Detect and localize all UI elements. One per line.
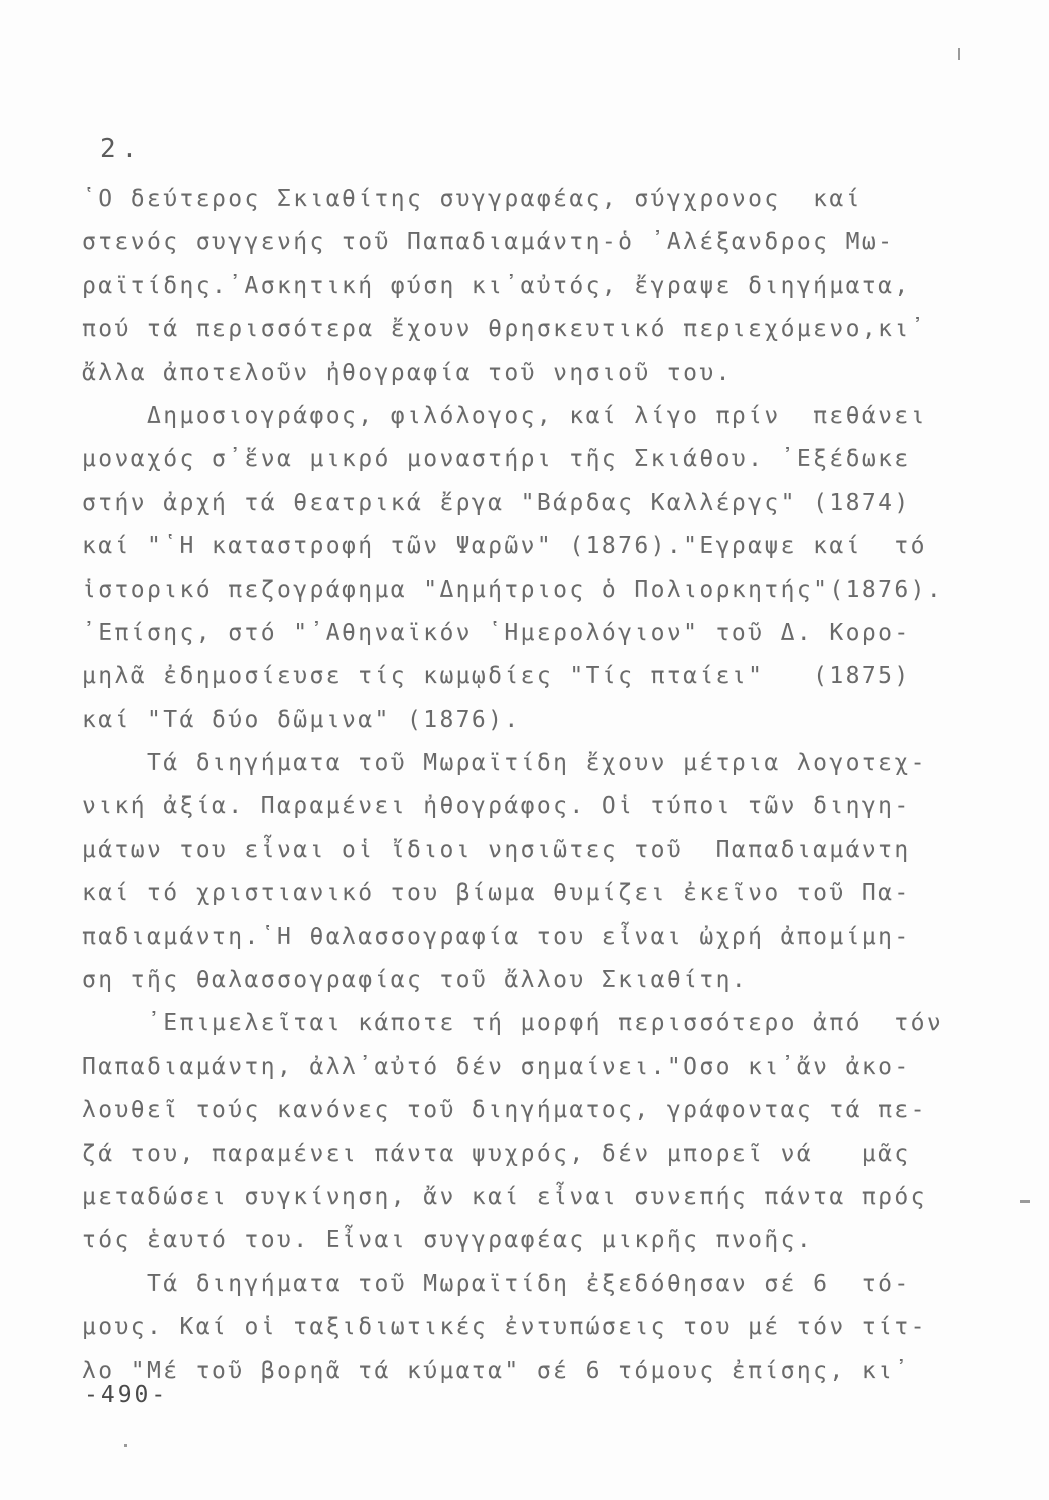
text-line: λουθεῖ τούς κανόνες τοῦ διηγήματος, γράφοντας τά πε-	[82, 1097, 927, 1124]
text-line: ῾Ο δεύτερος Σκιαθίτης συγγραφέας, σύγχρονος καί	[82, 186, 862, 212]
text-line: πού τά περισσότερα ἔχουν θρησκευτικό περιεχόμενο,κι᾿	[82, 316, 927, 343]
text-line: μεταδώσει συγκίνηση, ἄν καί εἶναι συνεπής πάντα πρός	[82, 1183, 927, 1210]
section-number: 2.	[100, 134, 144, 164]
text-line: Παπαδιαμάντη, ἀλλ᾿αὐτό δέν σημαίνει."Οσο κι᾿ἄν ἀκο-	[82, 1053, 911, 1080]
text-line: ζά του, παραμένει πάντα ψυχρός, δέν μπορεῖ νά μᾶς	[82, 1140, 911, 1167]
text-line: ᾿Επιμελεῖται κάποτε τή μορφή περισσότερο ἀπό τόν	[82, 1010, 944, 1037]
body-text	[82, 178, 982, 1393]
scan-speck	[1020, 1200, 1030, 1203]
text-line: μους. Καί οἱ ταξιδιωτικές ἐντυπώσεις του μέ τόν τίτ-	[82, 1314, 927, 1341]
text-line: Δημοσιογράφος, φιλόλογος, καί λίγο πρίν πεθάνει	[82, 402, 927, 429]
text-line: ἱστορικό πεζογράφημα "Δημήτριος ὁ Πολιορκητής"(1876).	[82, 576, 944, 603]
text-line: στήν ἀρχή τά θεατρικά ἔργα "Βάρδας Καλλέργς" (1874)	[82, 489, 911, 516]
scan-speck	[958, 48, 960, 60]
text-line: μοναχός σ᾿ἕνα μικρό μοναστήρι τῆς Σκιάθου. ᾿Εξέδωκε	[82, 446, 911, 473]
page-number: -490-	[84, 1382, 169, 1408]
text-line: Τά διηγήματα τοῦ Μωραϊτίδη ἔχουν μέτρια λογοτεχ-	[82, 750, 927, 777]
text-line: καί "Τά δύο δῶμινα" (1876).	[82, 706, 521, 733]
text-line: νική ἀξία. Παραμένει ἠθογράφος. Οἱ τύποι τῶν διηγη-	[82, 793, 911, 820]
text-line: καί "῾Η καταστροφή τῶν Ψαρῶν" (1876)."Εγραψε καί τό	[82, 533, 927, 560]
text-line: ἄλλα ἀποτελοῦν ἠθογραφία τοῦ νησιοῦ του.	[82, 359, 732, 386]
text-line: μηλᾶ ἐδημοσίευσε τίς κωμῳδίες "Τίς πταίει" (1875)	[82, 663, 911, 690]
text-line: Τά διηγήματα τοῦ Μωραϊτίδη ἐξεδόθησαν σέ 6 τό-	[82, 1270, 911, 1297]
text-line: τός ἑαυτό του. Εἶναι συγγραφέας μικρῆς πνοῆς.	[82, 1227, 814, 1254]
text-line: καί τό χριστιανικό του βίωμα θυμίζει ἐκεῖνο τοῦ Πα-	[82, 880, 911, 907]
text-line: ση τῆς θαλασσογραφίας τοῦ ἄλλου Σκιαθίτη.	[82, 967, 749, 994]
text-line: παδιαμάντη.῾Η θαλασσογραφία του εἶναι ὠχρή ἀπομίμη-	[82, 923, 911, 950]
scan-speck	[124, 1444, 127, 1447]
text-line: στενός συγγενής τοῦ Παπαδιαμάντη-ὁ ᾿Αλέξανδρος Μω-	[82, 229, 895, 256]
text-line: λο "Μέ τοῦ βορηᾶ τά κύματα" σέ 6 τόμους ἐπίσης, κι᾿	[82, 1357, 911, 1384]
text-line: μάτων του εἶναι οἱ ἴδιοι νησιῶτες τοῦ Παπαδιαμάντη	[82, 836, 911, 863]
text-line: ραϊτίδης.᾿Ασκητική φύση κι᾿αὐτός, ἔγραψε διηγήματα,	[82, 272, 911, 299]
text-line: ᾿Επίσης, στό "᾿Αθηναϊκόν ῾Ημερολόγιον" τοῦ Δ. Κορο-	[82, 619, 911, 646]
